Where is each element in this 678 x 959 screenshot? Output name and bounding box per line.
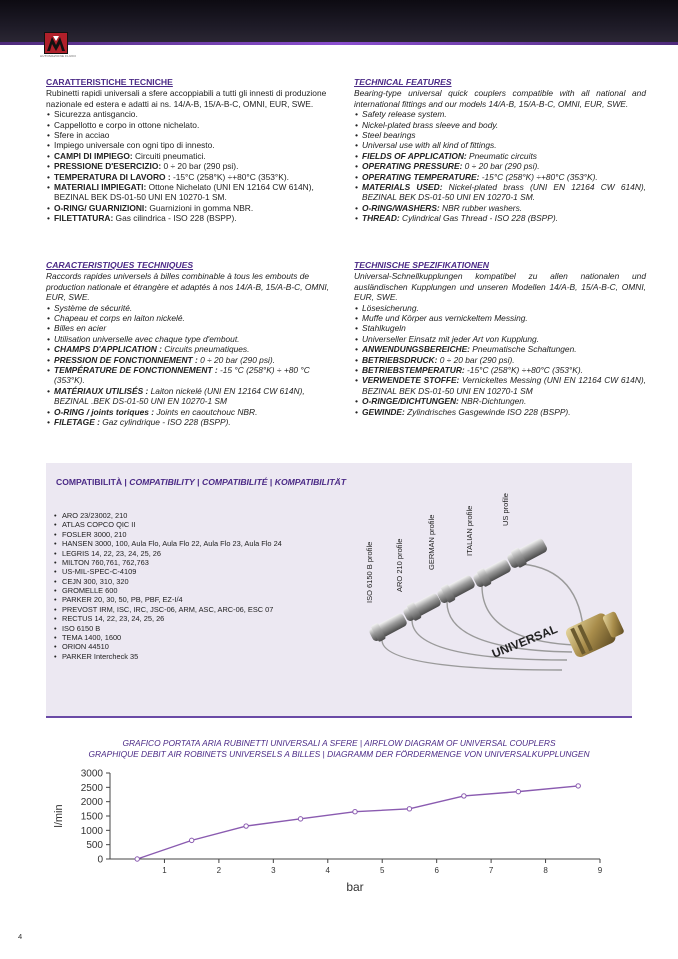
list-item — [354, 140, 646, 150]
list-item — [46, 151, 339, 161]
item-key: O-RING/WASHERS: — [362, 202, 440, 213]
item-key: MATERIALS USED: — [362, 182, 443, 193]
compat-sep: | — [267, 477, 275, 487]
list-item — [354, 323, 646, 333]
compat-sep: | — [122, 477, 130, 487]
section-intro: Rubinetti rapidi universali a sfere accoppiabili a tutti gli innesti di produzione nazionale ed estera e adatti ai ns. 14/A-B, 15/A-B-C, OMNI, EUR, SWE. — [46, 88, 327, 109]
compatibility-item: • PREVOST IRM, ISC, IRC, JSC-06, ARM, ASC, ARC-06, ESC 07 — [54, 605, 282, 614]
list-item — [354, 172, 646, 182]
coupler-illustration — [352, 480, 632, 710]
y-tick-label: 500 — [86, 840, 103, 852]
header-accent-line — [0, 42, 678, 45]
page-number: 4 — [18, 932, 23, 941]
data-point — [244, 824, 248, 828]
data-point — [407, 807, 411, 811]
compatibility-item: • ORION 44510 — [54, 642, 282, 651]
x-tick-label: 3 — [271, 866, 276, 875]
item-text: -15°C (258°K) ÷+80°C (353°K). — [479, 171, 598, 182]
data-point — [135, 857, 139, 861]
list-item — [354, 334, 646, 344]
item-text: Safety release system. — [362, 109, 447, 120]
feature-list — [46, 109, 339, 223]
list-item — [354, 151, 646, 161]
y-tick-label: 0 — [97, 854, 103, 866]
section-title: TECHNISCHE SPEZIFIKATIONEN — [354, 260, 489, 270]
section-title: CARACTERISTIQUES TECHNIQUES — [46, 260, 194, 270]
compatibility-item: • PARKER 20, 30, 50, PB, PBF, EZ-I/4 — [54, 595, 282, 604]
list-item — [46, 130, 339, 140]
compatibility-item: • ISO 6150 B — [54, 624, 282, 633]
list-item — [354, 109, 646, 119]
list-item — [46, 109, 339, 119]
item-text: Zylindrisches Gasgewinde ISO 228 (BSPP). — [404, 406, 571, 417]
compatibility-item: • PARKER Intercheck 35 — [54, 652, 282, 661]
compat-title-en: COMPATIBILITY — [129, 477, 195, 487]
list-item — [354, 303, 646, 313]
list-item — [46, 140, 339, 150]
list-item — [354, 396, 646, 406]
item-key: O-RING / joints toriques : — [54, 406, 155, 417]
item-text: Muffe und Körper aus vernickeltem Messing. — [362, 313, 528, 324]
list-item — [46, 323, 339, 333]
item-text: Cylindrical Gas Thread - ISO 228 (BSPP). — [399, 213, 558, 224]
section-de — [354, 260, 646, 417]
compat-title-it: COMPATIBILITÀ — [56, 477, 123, 487]
item-key: BETRIEBSDRUCK: — [362, 354, 438, 365]
item-key: OPERATING PRESSURE: — [362, 161, 463, 172]
item-text: Chapeau et corps en laiton nickelé. — [54, 313, 185, 324]
section-title: CARATTERISTICHE TECNICHE — [46, 77, 173, 87]
item-text: Vernickeltes Messing (UNI EN 12164 CW 614N), BEZINAL BEK DS-01-50 UNI EN 10270-1 SM — [362, 375, 646, 396]
item-text: 0 ÷ 20 bar (290 psi). — [462, 161, 540, 172]
section-fr — [46, 260, 339, 428]
feature-list — [354, 109, 646, 223]
item-key: TEMPERATURA DI LAVORO : — [54, 171, 171, 182]
list-item — [354, 375, 646, 396]
compatibility-item: • LEGRIS 14, 22, 23, 24, 25, 26 — [54, 549, 282, 558]
item-text: Sfere in acciao — [54, 130, 110, 141]
compatibility-item: • MILTON 760,761, 762,763 — [54, 558, 282, 567]
logo-caption: AUTOMAZIONE FLUIDI — [40, 54, 76, 58]
compatibility-divider — [46, 716, 632, 718]
list-item — [46, 172, 339, 182]
list-item — [46, 355, 339, 365]
list-item — [46, 203, 339, 213]
item-text: Nickel-plated brass sleeve and body. — [362, 119, 499, 130]
item-key: THREAD: — [362, 213, 400, 224]
item-text: Universal use with all kind of fittings. — [362, 140, 497, 151]
profile-label: ARO 210 profile — [395, 538, 404, 592]
data-point — [516, 789, 520, 793]
item-key: CHAMPS D'APPLICATION : — [54, 344, 162, 355]
item-text: Pneumatische Schaltungen. — [469, 344, 577, 355]
chart-title-line1: GRAFICO PORTATA ARIA RUBINETTI UNIVERSALI A SFERE | AIRFLOW DIAGRAM OF UNIVERSAL COUPLERS — [122, 738, 556, 748]
list-item — [46, 303, 339, 313]
item-text: NBR rubber washers. — [439, 202, 523, 213]
y-tick-label: 1500 — [80, 811, 103, 823]
list-item — [46, 386, 339, 407]
list-item — [46, 120, 339, 130]
section-en — [354, 77, 646, 224]
x-tick-label: 2 — [216, 866, 222, 875]
item-text: Pneumatic circuits — [466, 150, 537, 161]
data-point — [353, 810, 357, 814]
list-item — [46, 182, 339, 203]
list-item — [46, 213, 339, 223]
item-text: Gaz cylindrique - ISO 228 (BSPP). — [99, 417, 231, 428]
item-text: NBR-Dichtungen. — [458, 396, 527, 407]
item-key: PRESSION DE FONCTIONNEMENT : — [54, 354, 198, 365]
airflow-chart — [53, 765, 630, 900]
item-text: 0 ÷ 20 bar (290 psi). — [161, 161, 239, 172]
list-item — [46, 407, 339, 417]
x-tick-label: 4 — [325, 866, 331, 875]
compatibility-item: • ATLAS COPCO QIC II — [54, 520, 282, 529]
item-text: Système de sécurité. — [54, 302, 133, 313]
item-key: MATERIALI IMPIEGATI: — [54, 182, 147, 193]
list-item — [354, 313, 646, 323]
data-point — [462, 794, 466, 798]
item-text: Utilisation universelle avec chaque type d'embout. — [54, 333, 240, 344]
list-item — [354, 130, 646, 140]
y-tick-label: 1000 — [80, 825, 103, 837]
section-it — [46, 77, 339, 224]
item-key: O-RING/ GUARNIZIONI: — [54, 202, 148, 213]
item-key: O-RINGE/DICHTUNGEN: — [362, 396, 459, 407]
item-text: -15°C (258°K) ÷+80°C (353°K). — [464, 365, 583, 376]
y-axis-label: l/min — [53, 804, 65, 828]
compatibility-item: • FOSLER 3000, 210 — [54, 530, 282, 539]
list-item — [46, 334, 339, 344]
item-text: Circuits pneumatiques. — [161, 344, 250, 355]
item-text: Ottone Nichelato (UNI EN 12164 CW 614N), BEZINAL BEK DS-01-50 UNI EN 10270-1 SM. — [54, 182, 314, 203]
item-text: Guarnizioni in gomma NBR. — [147, 202, 254, 213]
list-item — [354, 182, 646, 203]
data-point — [189, 838, 193, 842]
header-bar — [0, 0, 678, 42]
item-text: Lösesicherung. — [362, 302, 419, 313]
item-text: Cappellotto e corpo in ottone nichelato. — [54, 119, 200, 130]
item-text: Universeller Einsatz mit jeder Art von Kupplung. — [362, 333, 540, 344]
item-key: FILETAGE : — [54, 417, 100, 428]
x-tick-label: 7 — [488, 866, 494, 875]
item-key: BETRIEBSTEMPERATUR: — [362, 365, 465, 376]
series-line — [137, 786, 578, 859]
x-tick-label: 5 — [379, 866, 385, 875]
item-text: Sicurezza antisgancio. — [54, 109, 138, 120]
compatibility-item: • GROMELLE 600 — [54, 586, 282, 595]
item-text: Billes en acier — [54, 323, 107, 334]
list-item — [46, 344, 339, 354]
item-key: TEMPÉRATURE DE FONCTIONNEMENT : — [54, 365, 218, 376]
data-point — [298, 817, 302, 821]
company-logo-icon — [44, 32, 68, 54]
feature-list — [46, 303, 339, 428]
list-item — [354, 203, 646, 213]
item-key: ANWENDUNGSBEREICHE: — [362, 344, 470, 355]
item-key: FILETTATURA: — [54, 213, 114, 224]
item-key: MATÉRIAUX UTILISÉS : — [54, 385, 149, 396]
universal-label: UNIVERSAL — [489, 621, 560, 661]
compat-title-fr: COMPATIBILITÉ — [201, 477, 268, 487]
item-text: 0 ÷ 20 bar (290 psi). — [197, 354, 276, 365]
list-item — [354, 213, 646, 223]
list-item — [354, 355, 646, 365]
compatibility-list — [54, 511, 282, 661]
section-intro: Raccords rapides universels à billes combinable à tous les embouts de production nationale et étrangère et adaptés à nos 14/A-B, 15/A-B-C, OMNI, EUR, SWE. — [46, 271, 330, 303]
y-tick-label: 3000 — [80, 768, 103, 780]
compatibility-item: • ARO 23/23002, 210 — [54, 511, 282, 520]
y-tick-label: 2500 — [80, 782, 103, 794]
item-key: PRESSIONE D'ESERCIZIO: — [54, 161, 162, 172]
feature-list — [354, 303, 646, 417]
data-point — [576, 784, 580, 788]
item-text: Joints en caoutchouc NBR. — [154, 406, 258, 417]
item-key: GEWINDE: — [362, 406, 405, 417]
item-key: FIELDS OF APPLICATION: — [362, 150, 467, 161]
compat-sep: | — [194, 477, 202, 487]
compat-title-de: KOMPATIBILITÄT — [274, 477, 347, 487]
compatibility-item: • HANSEN 3000, 100, Aula Flo, Aula Flo 22, Aula Flo 23, Aula Flo 24 — [54, 539, 282, 548]
item-text: Gas cilindrica - ISO 228 (BSPP). — [113, 213, 237, 224]
x-tick-label: 6 — [434, 866, 439, 875]
compatibility-title — [56, 477, 346, 487]
y-tick-label: 2000 — [80, 797, 103, 809]
chart-title-line2: GRAPHIQUE DEBIT AIR ROBINETS UNIVERSELS A BILLES | DIAGRAMM DER FÖRDERMENGE VON UNIVERSALKUPPLUNGEN — [88, 749, 590, 759]
list-item — [46, 365, 339, 386]
item-text: Stahlkugeln — [362, 323, 406, 334]
list-item — [354, 407, 646, 417]
item-text: 0 ÷ 20 bar (290 psi). — [437, 354, 515, 365]
compatibility-item: • CEJN 300, 310, 320 — [54, 577, 282, 586]
item-text: Impiego universale con ogni tipo di innesto. — [54, 140, 215, 151]
x-tick-label: 1 — [162, 866, 167, 875]
list-item — [46, 313, 339, 323]
section-intro: Bearing-type universal quick couplers compatible with all national and international fittings and our models 14/A-B, 15/A-B-C, OMNI, EUR, SWE. — [354, 88, 646, 109]
item-text: -15 °C (258°K) ÷ +80 °C (353°K). — [54, 365, 310, 386]
list-item — [354, 120, 646, 130]
item-key: OPERATING TEMPERATURE: — [362, 171, 480, 182]
list-item — [354, 344, 646, 354]
item-text: Circuiti pneumatici. — [132, 150, 206, 161]
universal-coupler-icon — [564, 607, 626, 659]
profile-label: ISO 6150 B profile — [365, 541, 374, 603]
section-intro: Universal-Schnellkupplungen kompatibel zu allen nationalen und ausländischen Kupplungen und unseren Modellen 14/A-B, 15/A-B-C, OMNI, EUR, SWE. — [354, 271, 646, 303]
item-text: Nickel-plated brass (UNI EN 12164 CW 614N), BEZINAL BEK DS-01-50 UNI EN 10270-1 SM. — [362, 182, 646, 203]
x-tick-label: 9 — [597, 866, 603, 875]
profile-label: GERMAN profile — [427, 514, 436, 570]
list-item — [46, 161, 339, 171]
compatibility-item: • TEMA 1400, 1600 — [54, 633, 282, 642]
item-key: VERWENDETE STOFFE: — [362, 375, 460, 386]
profile-label: ITALIAN profile — [465, 505, 474, 556]
profile-label: US profile — [501, 493, 510, 526]
list-item — [46, 417, 339, 427]
x-axis-label: bar — [346, 880, 364, 894]
compatibility-item: • RECTUS 14, 22, 23, 24, 25, 26 — [54, 614, 282, 623]
item-text: -15°C (258°K) ÷+80°C (353°K). — [170, 171, 289, 182]
item-text: Laiton nickelé (UNI EN 12164 CW 614N), BEZINAL .BEK DS-01-50 UNI EN 10270-1 SM — [54, 385, 305, 407]
section-title: TECHNICAL FEATURES — [354, 77, 452, 87]
list-item — [354, 365, 646, 375]
x-tick-label: 8 — [543, 866, 548, 875]
item-text: Steel bearings — [362, 130, 416, 141]
item-key: CAMPI DI IMPIEGO: — [54, 150, 133, 161]
list-item — [354, 161, 646, 171]
compatibility-item: • US-MIL-SPEC-C-4109 — [54, 567, 282, 576]
